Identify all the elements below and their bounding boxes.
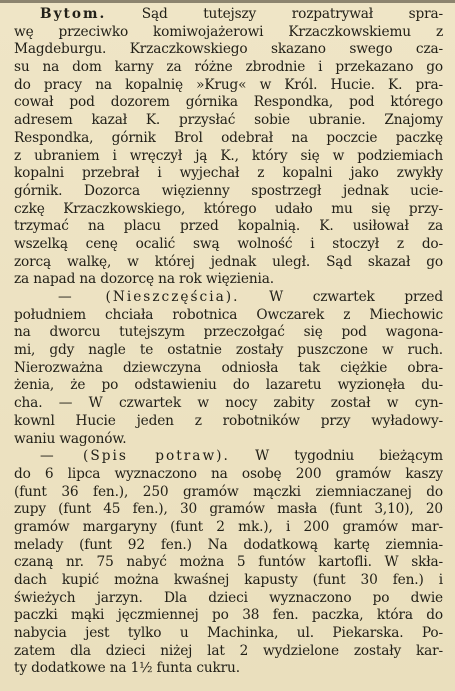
section-heading: — (Spis potraw). [40,448,230,465]
article-line: Respondka, górnik Brol odebrał na poczcie paczkę [14,129,443,146]
article-column [14,6,443,678]
article-line: su na dom karny za różne zbrodnie i przekazano go [14,59,443,76]
article-line: na dworcu tutejszym przeczołgać się pod wagona- [14,324,443,341]
article-line: Magdeburgu. Krzaczkowskiego skazano swego cza- [14,41,443,58]
article-line: mi, gdy nagle te ostatnie zostały puszczone w ruch. [14,342,443,359]
article-line: zatem dla dzieci niżej lat 2 wydzielone zostały kar- [14,642,443,659]
article-line: wszelką cenę ocalić swą wolność i stoczył z do- [14,235,443,252]
top-rule [0,0,455,3]
article-line: Nierozważna dziewczyna odniosła tak ciężkie obra- [14,359,443,376]
article-line: trzymać na placu przed kopalnią. K. usiłował za [14,218,443,235]
article-line: ty dodatkowe na 1½ funta cukru. [14,660,240,677]
article-line: Bytom. Sąd tutejszy rozpatrywał spra- [40,6,443,22]
article-line: wę przeciwko komiwojażerowi Krzaczkowskiemu z [14,23,443,40]
section-heading: — (Nieszczęścia). [58,289,240,305]
article-line: do 6 lipca wyznaczono na osobę 200 gramów kaszy [14,465,443,482]
article-line: do pracy na kopalnię »Krug« w Król. Hucie. K. pra- [14,76,443,93]
article-line: zupy (funt 45 fen.), 30 gramów masła (funt 3,10), 20 [14,501,443,518]
article-line: kopalni przebrał i wyjechał z kopalni jako zwykły [14,165,443,182]
article-line: dach kupić można kwaśnej kapusty (funt 30 fen.) i [14,572,443,588]
article-line: czaną nr. 75 nabyć można 5 funtów kartofli. W skła- [14,554,443,571]
article-line: gramów margaryny (funt 2 mk.), i 200 gramów mar- [14,518,443,535]
article-line: cował pod dozorem górnika Respondka, pod którego [14,94,443,111]
article-line: adresem kazał K. przysłać sobie ubranie. Znajomy [14,112,443,129]
article-line: świeżych jarzyn. Dla dzieci wyznaczono po dwie [14,589,443,606]
article-line: paczki mąki jęczmiennej po 38 fen. paczka, która do [14,607,443,624]
article-line: waniu wagonów. [14,430,127,447]
article-line: za napad na dozorcę na rok więzienia. [14,271,274,288]
article-line: południem chciała robotnica Owczarek z Miechowic [14,306,443,323]
article-line: cha. — W czwartek w nocy zabity został w cyn- [14,395,443,412]
article-line: (funt 36 fen.), 250 gramów mączki ziemniaczanej do [14,483,443,500]
article-line: z ubraniem i wręczył ją K., który się w podziemiach [14,147,443,164]
article-line: — (Spis potraw). W tygodniu bieżącym [40,448,443,465]
article-line: kownl Hucie jeden z robotników przy wyładowy- [14,412,443,429]
article-line: górnik. Dozorca więzienny spostrzegł jednak ucie- [14,182,443,199]
section-heading: Bytom. [40,6,107,22]
article-line: zorcą walkę, w której jednak uległ. Sąd skazał go [14,253,443,270]
article-line: nabycia jest tylko u Machinka, ul. Piekarska. Po- [14,625,443,642]
article-line: czkę Krzaczkowskiego, którego udało mu się przy- [14,200,443,217]
article-line: melady (funt 92 fen.) Na dodatkową kartę ziemnia- [14,536,443,553]
article-line: — (Nieszczęścia). W czwartek przed [58,289,443,305]
article-line: żenia, że po odstawieniu do lazaretu wyzionęła du- [14,377,443,394]
